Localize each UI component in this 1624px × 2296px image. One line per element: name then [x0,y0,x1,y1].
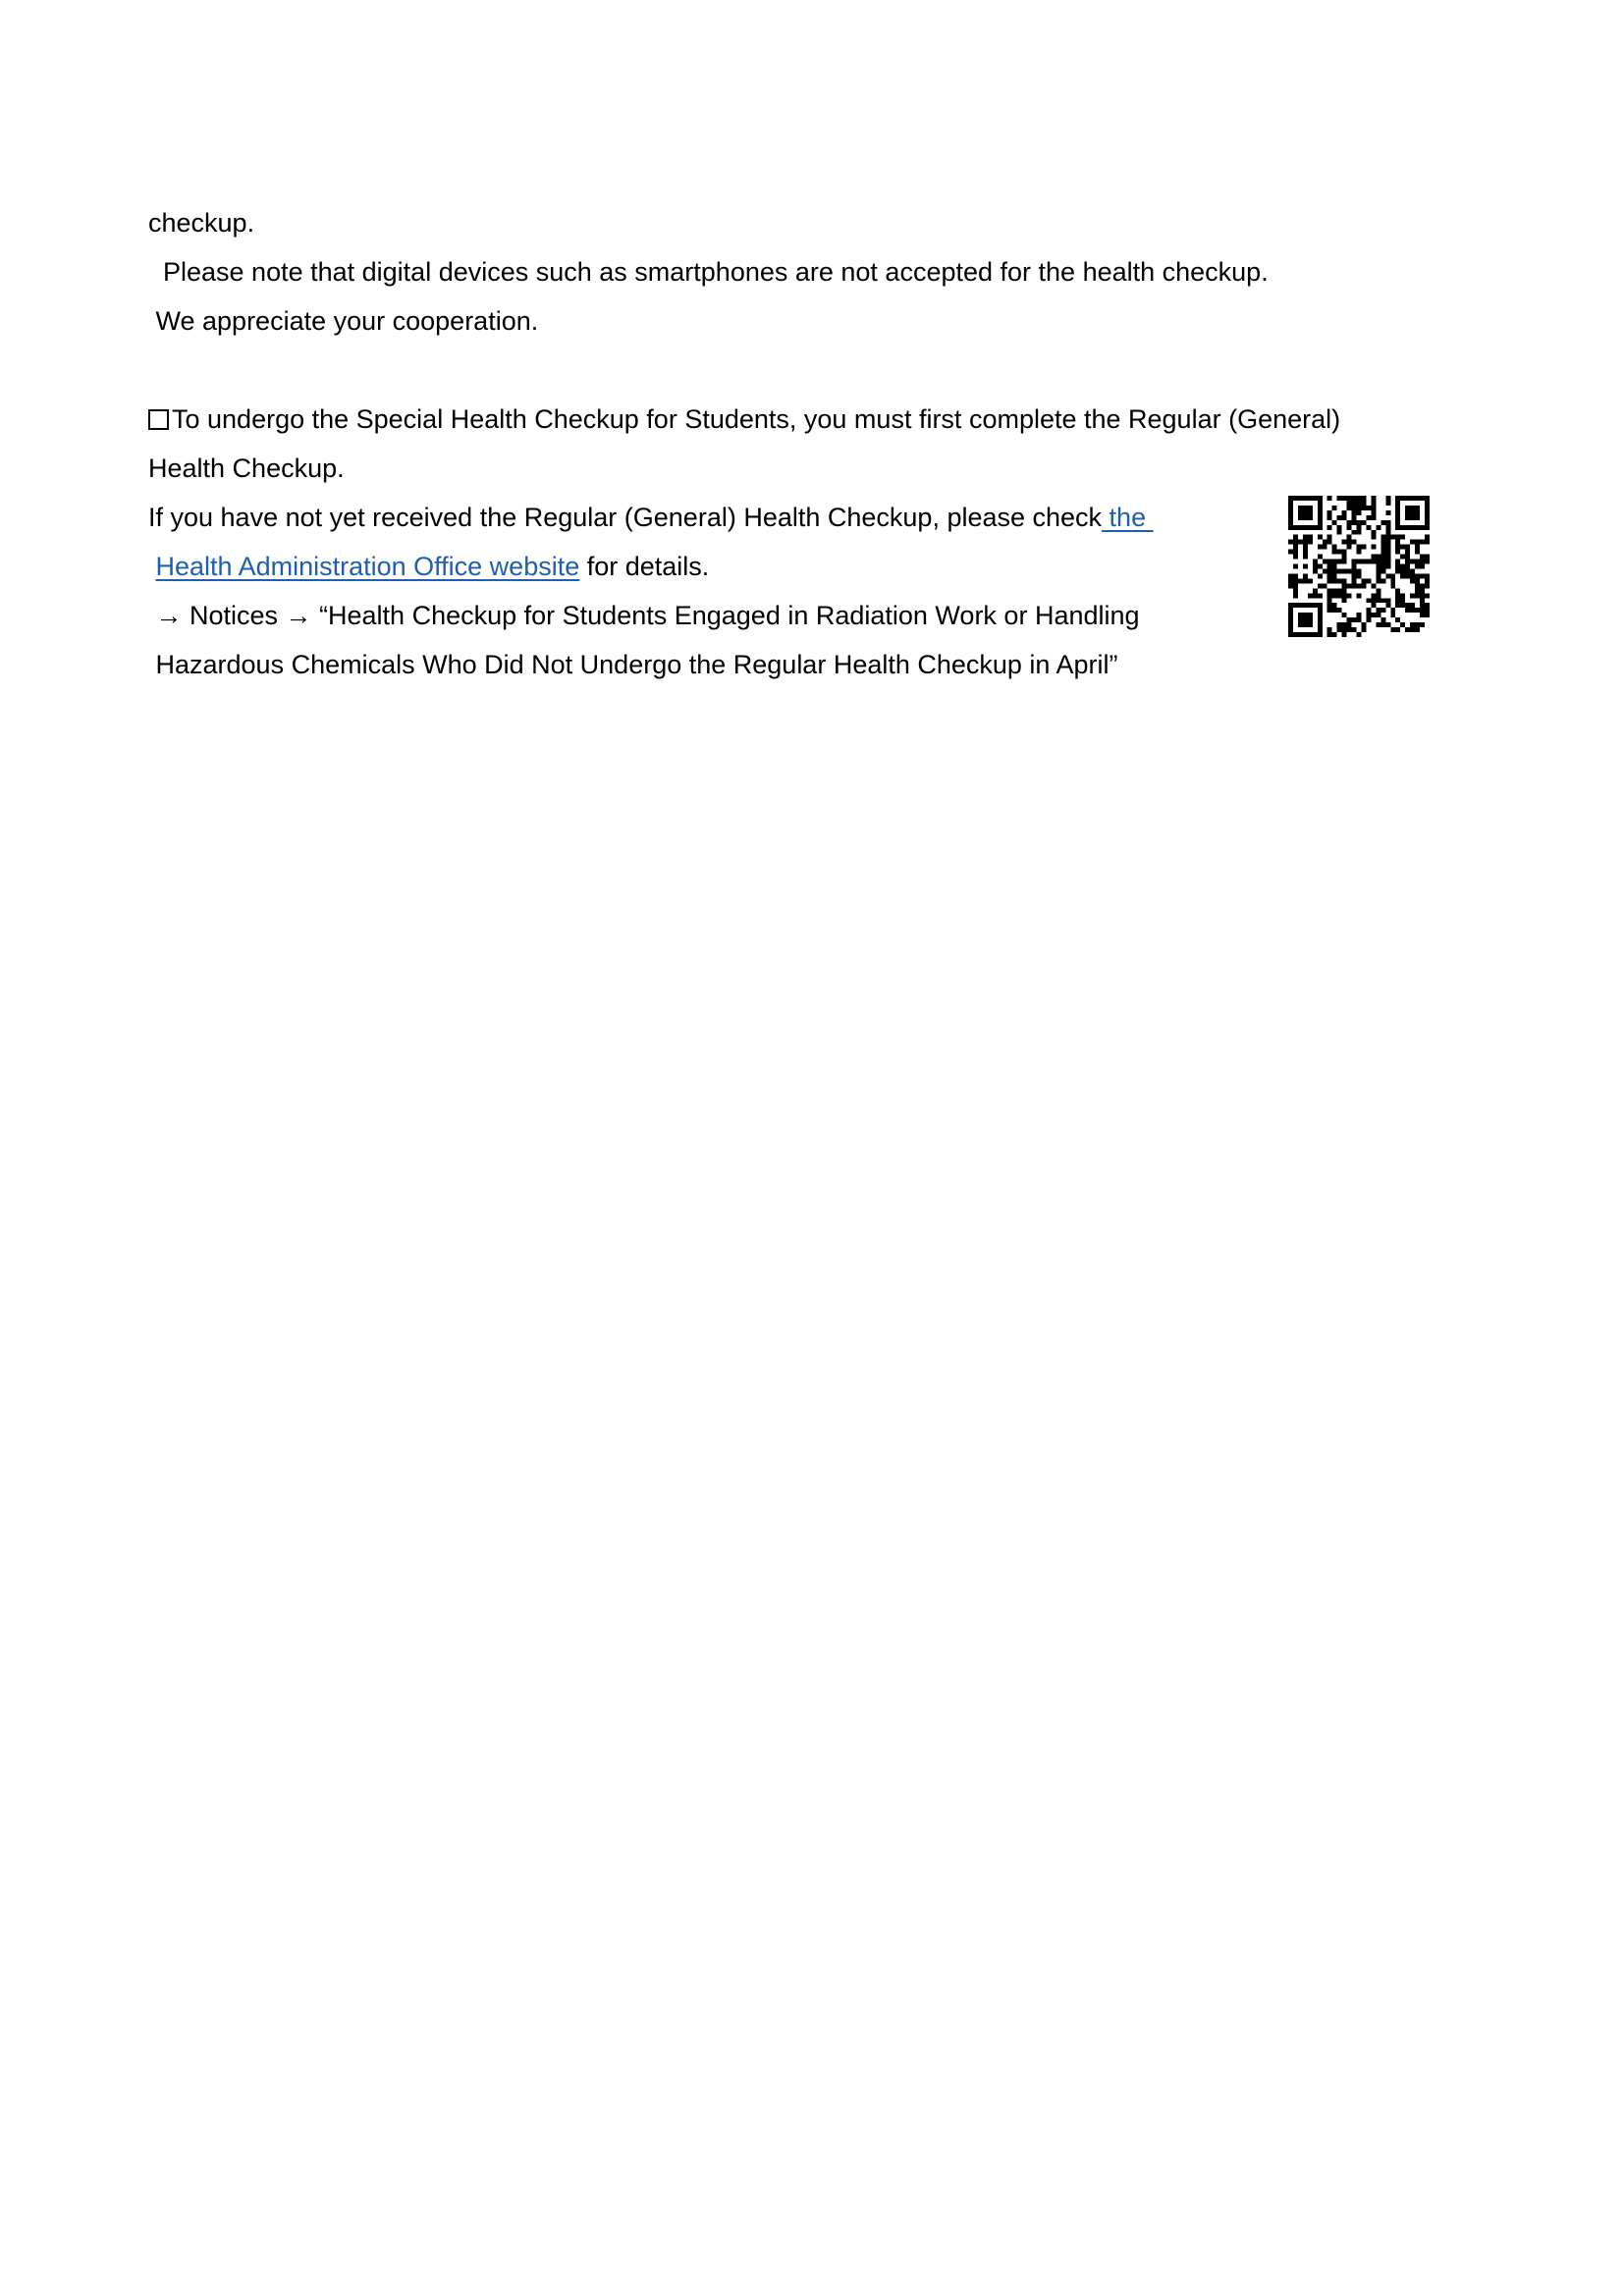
body-text-line: checkup. [148,208,255,238]
navigation-path-cont: Hazardous Chemicals Who Did Not Undergo the Regular Health Checkup in April” [148,650,1118,679]
empty-square-icon [148,409,169,430]
cooperation-note: We appreciate your cooperation. [148,306,539,336]
website-instruction-cont [148,542,709,591]
health-office-link-part1[interactable]: the [1102,503,1154,532]
qr-code-icon[interactable] [1288,496,1430,637]
instruction-suffix: for details. [579,552,710,581]
special-checkup-requirement [148,395,1340,444]
requirement-continuation: Health Checkup. [148,454,345,483]
requirement-text: To undergo the Special Health Checkup for Students, you must first complete the Regular (General) [172,404,1341,434]
website-instruction [148,493,1154,542]
instruction-text: If you have not yet received the Regular (General) Health Checkup, please check [148,503,1103,532]
smartphone-notice: Please note that digital devices such as smartphones are not accepted for the health checkup. [148,257,1269,287]
navigation-path: → Notices → “Health Checkup for Students Engaged in Radiation Work or Handling [148,601,1140,630]
health-office-link-part2[interactable]: Health Administration Office website [155,552,580,581]
